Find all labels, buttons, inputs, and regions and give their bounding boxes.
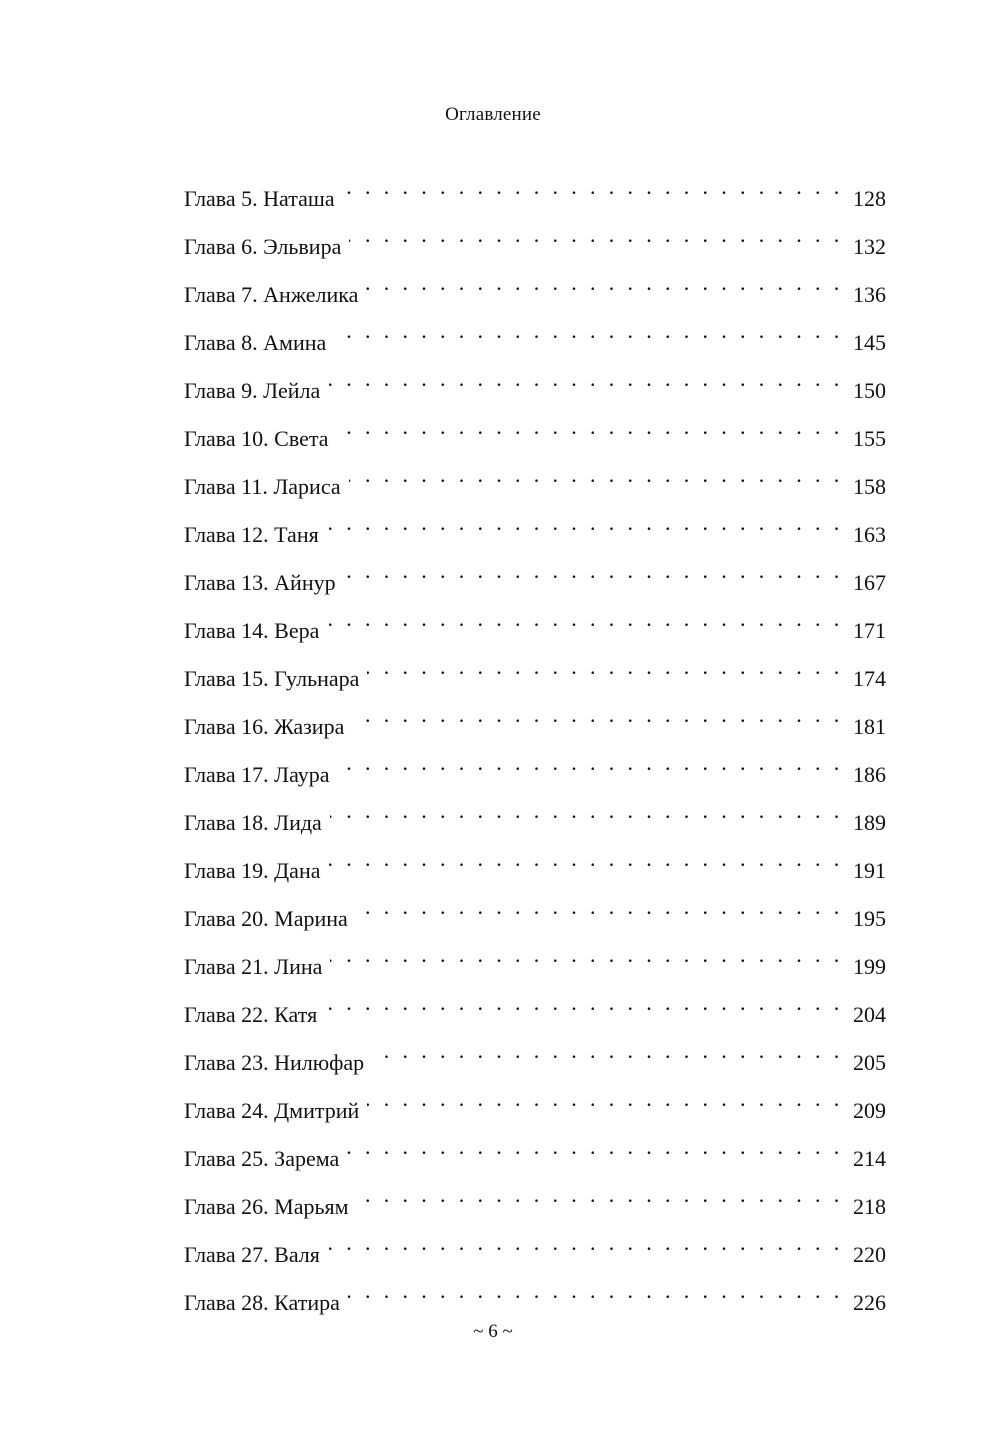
toc-entry-page: 204 <box>853 1002 886 1027</box>
toc-entry-page: 145 <box>853 330 886 355</box>
toc-entry-title: Глава 25. Зарема <box>184 1146 340 1171</box>
toc-entry-title: Глава 27. Валя <box>184 1242 320 1267</box>
toc-entry-page: 186 <box>853 762 886 787</box>
toc-entry-title: Глава 13. Айнур <box>184 570 336 595</box>
toc-entry-title: Глава 16. Жазира <box>184 714 345 739</box>
dot-leader <box>330 792 840 830</box>
toc-entry <box>184 648 886 696</box>
toc-entry-page: 226 <box>853 1290 886 1315</box>
toc-entry <box>184 168 886 216</box>
page-number: ~ 6 ~ <box>473 1321 513 1342</box>
toc-entry-title: Глава 23. Нилюфар <box>184 1050 365 1075</box>
toc-entry <box>184 216 886 264</box>
dot-leader <box>349 216 840 254</box>
toc-entry <box>184 984 886 1032</box>
dot-leader <box>357 1176 840 1214</box>
toc-entry-title: Глава 9. Лейла <box>184 378 321 403</box>
toc-entry-page: 181 <box>853 714 886 739</box>
toc-entry-page: 218 <box>853 1194 886 1219</box>
toc-entry-title: Глава 20. Марина <box>184 906 348 931</box>
toc-entry <box>184 1128 886 1176</box>
dot-leader <box>349 456 840 494</box>
dot-leader <box>372 1032 840 1070</box>
toc-entry <box>184 1080 886 1128</box>
toc-entry-title: Глава 28. Катира <box>184 1290 340 1315</box>
toc-entry-title: Глава 15. Гульнара <box>184 666 360 691</box>
dot-leader <box>348 1272 840 1310</box>
toc-entry-title: Глава 7. Анжелика <box>184 282 359 307</box>
toc-entry <box>184 840 886 888</box>
toc-entry <box>184 312 886 360</box>
dot-leader <box>343 168 840 206</box>
toc-entry-page: 209 <box>853 1098 886 1123</box>
toc-entry-title: Глава 8. Амина <box>184 330 327 355</box>
toc-entry <box>184 264 886 312</box>
dot-leader <box>337 408 840 446</box>
dot-leader <box>327 600 840 638</box>
toc-entry-page: 150 <box>853 378 886 403</box>
toc-entry-title: Глава 24. Дмитрий <box>184 1098 360 1123</box>
toc-entry-page: 189 <box>853 810 886 835</box>
toc-entry <box>184 696 886 744</box>
page-title: Оглавление <box>445 104 541 125</box>
toc-entry-page: 132 <box>853 234 886 259</box>
toc-entry <box>184 1224 886 1272</box>
toc-entry <box>184 888 886 936</box>
toc-entry-page: 199 <box>853 954 886 979</box>
toc-entry <box>184 744 886 792</box>
toc-entry-page: 155 <box>853 426 886 451</box>
dot-leader <box>330 936 840 974</box>
toc-entry-title: Глава 26. Марьям <box>184 1194 349 1219</box>
toc-entry <box>184 552 886 600</box>
toc-entry-title: Глава 12. Таня <box>184 522 319 547</box>
dot-leader <box>325 984 840 1022</box>
dot-leader <box>328 360 840 398</box>
toc-entry-title: Глава 19. Дана <box>184 858 321 883</box>
toc-entry <box>184 456 886 504</box>
dot-leader <box>352 696 840 734</box>
dot-leader <box>328 1224 840 1262</box>
toc-entry <box>184 936 886 984</box>
toc-entry-page: 136 <box>853 282 886 307</box>
toc-entry-title: Глава 22. Катя <box>184 1002 318 1027</box>
toc-entry <box>184 1272 886 1320</box>
toc-entry-page: 195 <box>853 906 886 931</box>
toc-entry-title: Глава 5. Наташа <box>184 186 335 211</box>
toc-entry-page: 158 <box>853 474 886 499</box>
toc-entry-page: 171 <box>853 618 886 643</box>
toc-entry-title: Глава 18. Лида <box>184 810 322 835</box>
dot-leader <box>334 312 840 350</box>
toc-entry-page: 220 <box>853 1242 886 1267</box>
toc-entry-title: Глава 10. Света <box>184 426 329 451</box>
toc-entry-page: 205 <box>853 1050 886 1075</box>
dot-leader <box>347 1128 840 1166</box>
dot-leader <box>344 552 840 590</box>
toc-entry-title: Глава 11. Лариса <box>184 474 341 499</box>
dot-leader <box>327 504 840 542</box>
toc-entry-page: 128 <box>853 186 886 211</box>
toc-entry <box>184 408 886 456</box>
toc-entry <box>184 792 886 840</box>
toc-entry-page: 167 <box>853 570 886 595</box>
dot-leader <box>366 264 840 302</box>
dot-leader <box>367 1080 840 1118</box>
toc-entry-page: 214 <box>853 1146 886 1171</box>
dot-leader <box>338 744 840 782</box>
toc-entry <box>184 600 886 648</box>
dot-leader <box>356 888 840 926</box>
toc-entry-title: Глава 17. Лаура <box>184 762 330 787</box>
toc-entry-page: 174 <box>853 666 886 691</box>
toc-entry-title: Глава 21. Лина <box>184 954 323 979</box>
toc-entry <box>184 1032 886 1080</box>
table-of-contents <box>184 168 886 1320</box>
dot-leader <box>328 840 840 878</box>
toc-entry <box>184 504 886 552</box>
toc-entry <box>184 360 886 408</box>
toc-entry-title: Глава 6. Эльвира <box>184 234 342 259</box>
toc-entry-title: Глава 14. Вера <box>184 618 320 643</box>
toc-entry <box>184 1176 886 1224</box>
toc-entry-page: 191 <box>853 858 886 883</box>
toc-entry-page: 163 <box>853 522 886 547</box>
dot-leader <box>367 648 840 686</box>
